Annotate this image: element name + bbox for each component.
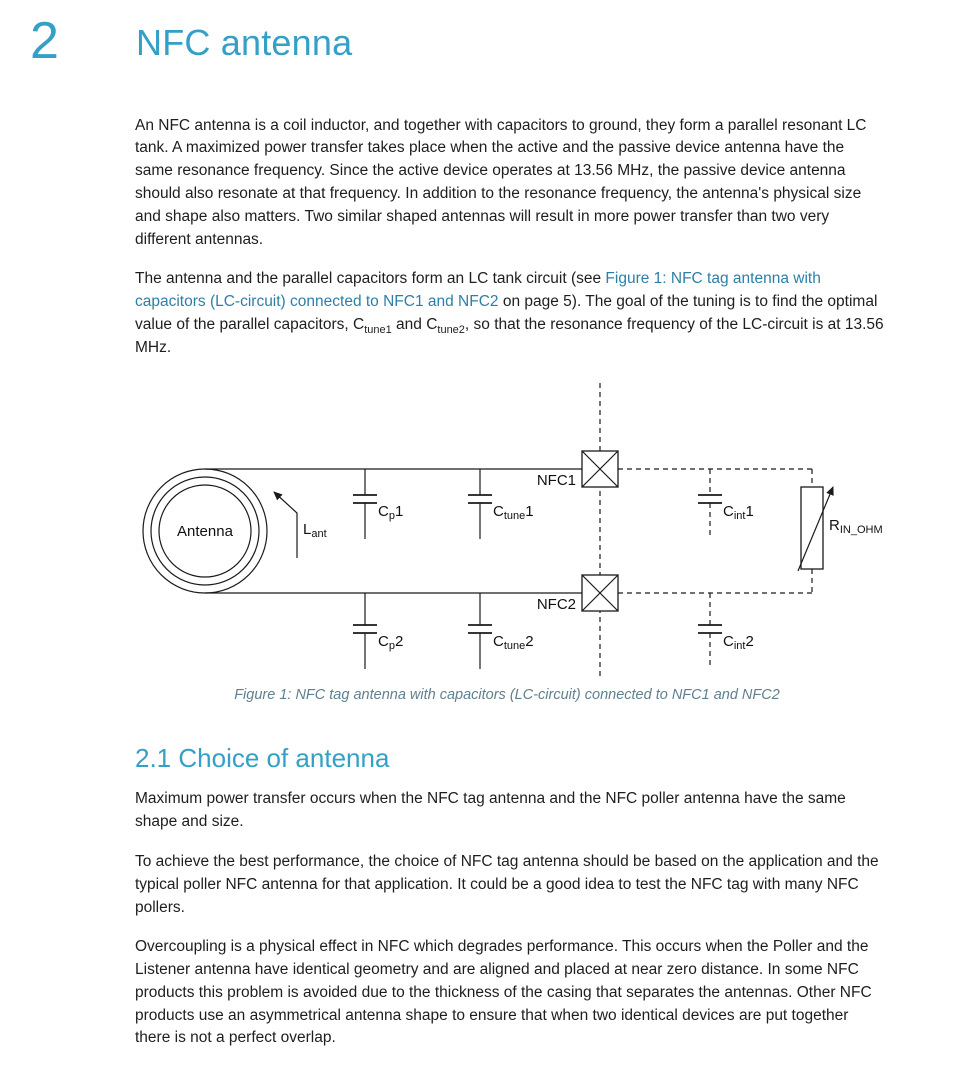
lant-inductance-pointer bbox=[274, 492, 327, 558]
rin-ohm-resistor bbox=[798, 487, 883, 571]
section-paragraph-2: To achieve the best performance, the choice of NFC tag antenna should be based on the application and the typical poller NFC antenna for that application. It could be a good idea to test the NFC tag with many NFC pollers. bbox=[135, 852, 879, 916]
cp2-label: $C_p2$ bbox=[378, 633, 404, 653]
cp1-label: $C_p1$ bbox=[378, 503, 404, 523]
lc-circuit-diagram bbox=[0, 373, 954, 685]
page-content bbox=[135, 115, 885, 1051]
cint1-capacitor bbox=[698, 469, 754, 539]
antenna-label: Antenna bbox=[177, 523, 233, 541]
ctune1-label: $C_{tune}1$ bbox=[493, 503, 534, 523]
antenna-coil bbox=[143, 469, 267, 593]
intro-paragraph-2 bbox=[135, 268, 885, 359]
chapter-number: 2 bbox=[30, 12, 59, 70]
nfc2-label: NFC2 bbox=[536, 596, 576, 614]
ctune1-capacitor bbox=[468, 469, 534, 539]
nfc1-pad bbox=[537, 451, 618, 489]
ctune2-capacitor bbox=[468, 593, 534, 669]
cp1-capacitor bbox=[353, 469, 403, 539]
chapter-header bbox=[0, 0, 954, 69]
cint1-label: $C_{int}1$ bbox=[723, 503, 754, 523]
lant-arrow bbox=[274, 492, 297, 558]
cp2-capacitor bbox=[353, 593, 403, 669]
nfc1-label: NFC1 bbox=[536, 472, 576, 490]
cint2-capacitor bbox=[698, 593, 754, 669]
lant-label: $L_{ant}$ bbox=[303, 521, 327, 541]
ctune1-subscript: tune1 bbox=[364, 323, 392, 336]
ctune2-subscript: tune2 bbox=[437, 323, 465, 336]
p2-text-after-link: on page 5). The goal of the tuning is to find the optimal value of the parallel capacitors, C bbox=[135, 293, 878, 333]
cint2-label: $C_{int}2$ bbox=[723, 633, 754, 653]
section-title: 2.1 Choice of antenna bbox=[135, 743, 390, 774]
rin-ohm-label: $R_{IN\_OHM}$ bbox=[829, 517, 883, 537]
chapter-title: NFC antenna bbox=[136, 22, 353, 63]
ctune2-label: $C_{tune}2$ bbox=[493, 633, 534, 653]
section-paragraph-3: Overcoupling is a physical effect in NFC which degrades performance. This occurs when the Poller and the Listener antenna have identical geometry and are aligned and placed at near zero distance. In some NFC products this problem is avoided due to the thickness of the casing that separates the antennas. Other NFC products use an asymmetrical antenna shape to ensure that when two identical devices are put together there is not a perfect overlap. bbox=[135, 938, 872, 1047]
section-paragraph-1: Maximum power transfer occurs when the NFC tag antenna and the NFC poller antenna have the same shape and size. bbox=[135, 790, 846, 831]
figure-1-link[interactable]: Figure 1: NFC tag antenna with capacitors (LC-circuit) connected to NFC1 and NFC2 bbox=[135, 270, 821, 311]
figure-1 bbox=[0, 373, 954, 703]
p2-text-before-link: The antenna and the parallel capacitors form an LC tank circuit (see bbox=[135, 270, 606, 288]
intro-paragraph-1: An NFC antenna is a coil inductor, and together with capacitors to ground, they form a parallel resonant LC tank. A maximized power transfer takes place when the active and the passive device antenna have the same resonance frequency. Since the active device operates at 13.56 MHz, the passive device antenna should also resonate at that frequency. In addition to the resonance frequency, the antenna's physical size and shape also matters. Two similar shaped antennas will result in more power transfer than two very different antennas. bbox=[135, 116, 867, 248]
p2-text-between: and C bbox=[391, 315, 438, 333]
figure-caption: Figure 1: NFC tag antenna with capacitors (LC-circuit) connected to NFC1 and NFC2 bbox=[234, 687, 780, 704]
nfc2-pad bbox=[537, 575, 618, 613]
p2-text-tail: , so that the resonance frequency of the LC-circuit is at 13.56 MHz. bbox=[135, 315, 884, 356]
